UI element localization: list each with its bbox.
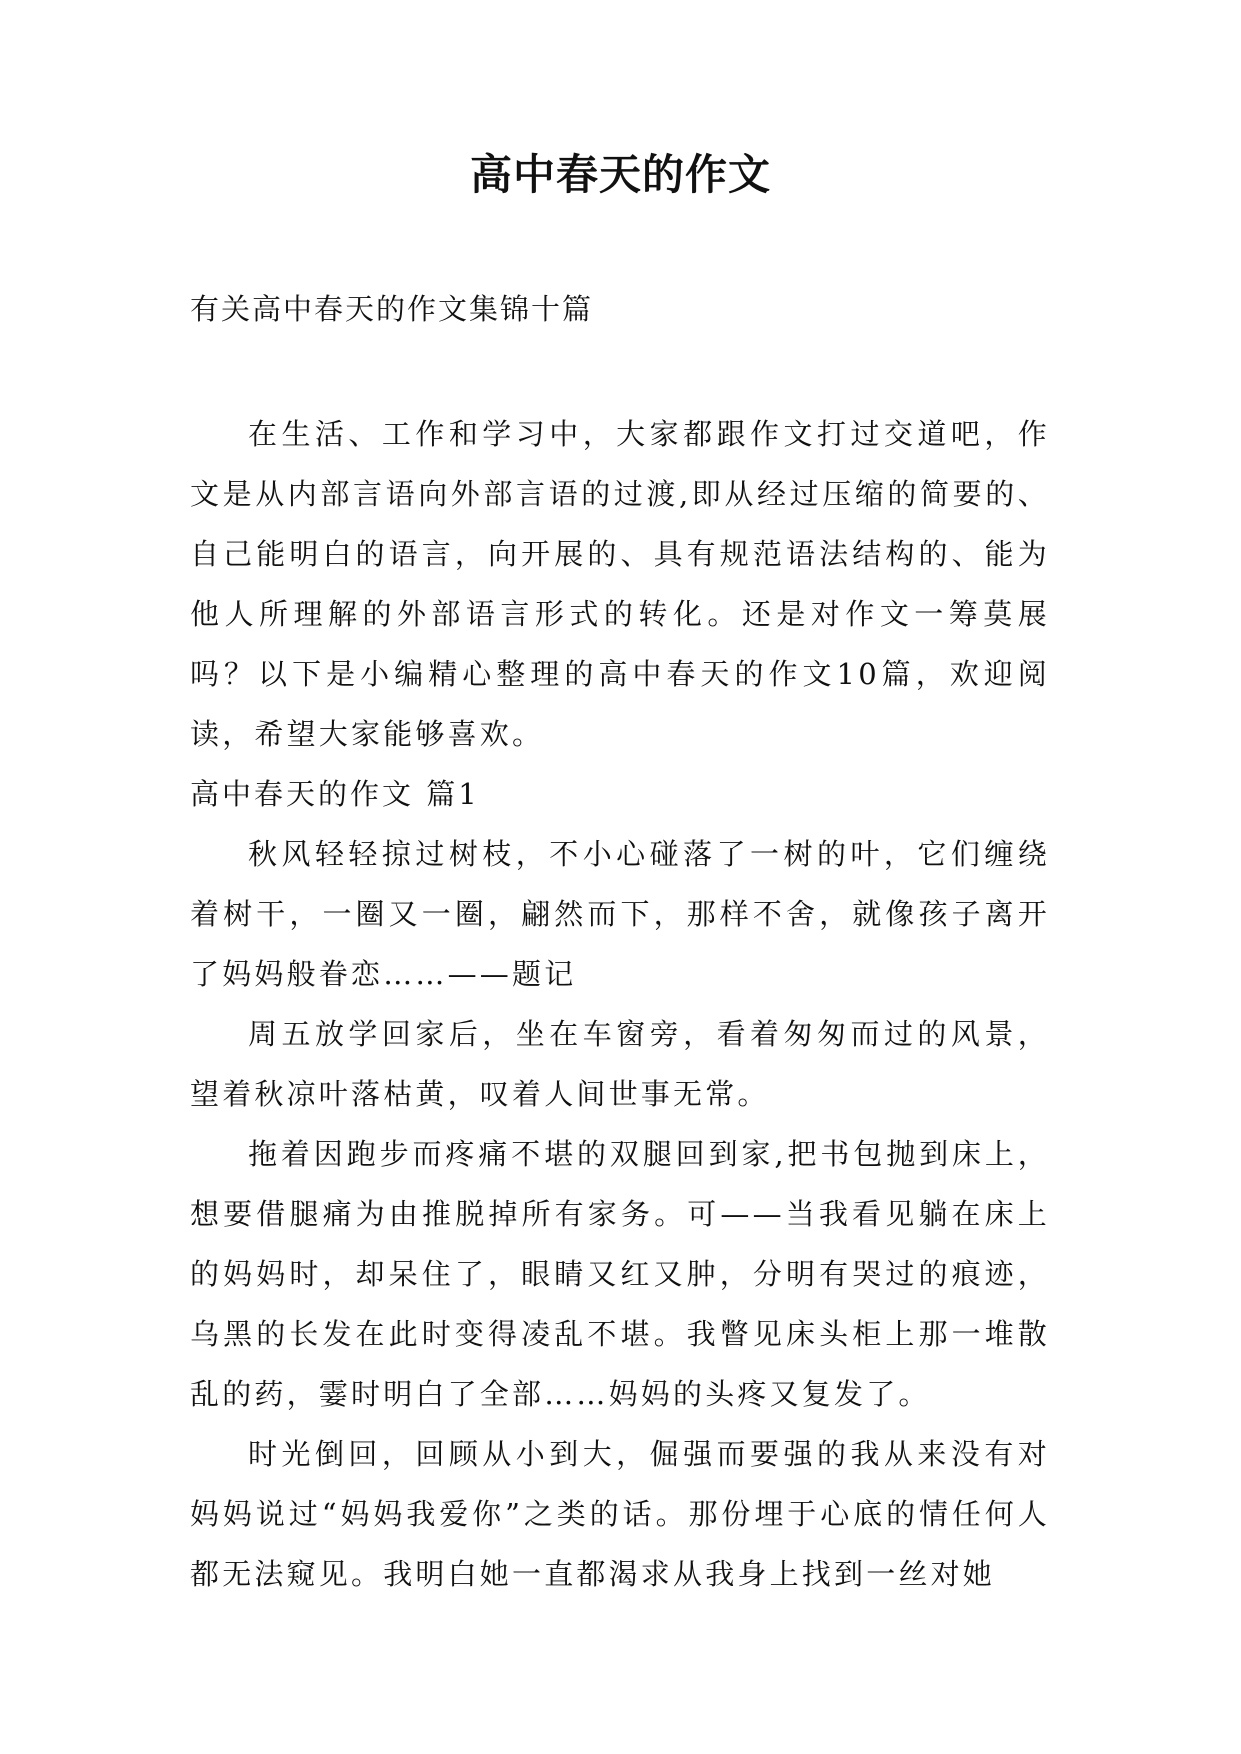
body-paragraph-3: 拖着因跑步而疼痛不堪的双腿回到家,把书包抛到床上，想要借腿痛为由推脱掉所有家务。可——当我看见躺在床上的妈妈时，却呆住了，眼睛又红又肿，分明有哭过的痕迹，乌黑的长发在此时变得凌乱不堪。我瞥见床头柜上那一堆散乱的药，霎时明白了全部……妈妈的头疼又复发了。 bbox=[190, 1137, 1050, 1411]
section-heading: 高中春天的作文 篇1 bbox=[190, 777, 480, 811]
document-body bbox=[190, 404, 1050, 1604]
body-paragraph-4: 时光倒回，回顾从小到大，倔强而要强的我从来没有对妈妈说过“妈妈我爱你”之类的话。那份埋于心底的情任何人都无法窥见。我明白她一直都渴求从我身上找到一丝对她 bbox=[190, 1437, 1050, 1591]
intro-paragraph: 在生活、工作和学习中，大家都跟作文打过交道吧，作文是从内部言语向外部言语的过渡,即从经过压缩的简要的、自己能明白的语言，向开展的、具有规范语法结构的、能为他人所理解的外部语言形式的转化。还是对作文一筹莫展吗？以下是小编精心整理的高中春天的作文10篇，欢迎阅读，希望大家能够喜欢。 bbox=[190, 417, 1050, 751]
body-paragraph-1: 秋风轻轻掠过树枝，不小心碰落了一树的叶，它们缠绕着树干，一圈又一圈，翩然而下，那样不舍，就像孩子离开了妈妈般眷恋……——题记 bbox=[190, 837, 1050, 991]
document-title: 高中春天的作文 bbox=[469, 150, 771, 199]
body-paragraph-2: 周五放学回家后，坐在车窗旁，看着匆匆而过的风景，望着秋凉叶落枯黄，叹着人间世事无常。 bbox=[190, 1017, 1050, 1111]
document-subtitle: 有关高中春天的作文集锦十篇 bbox=[190, 292, 594, 326]
